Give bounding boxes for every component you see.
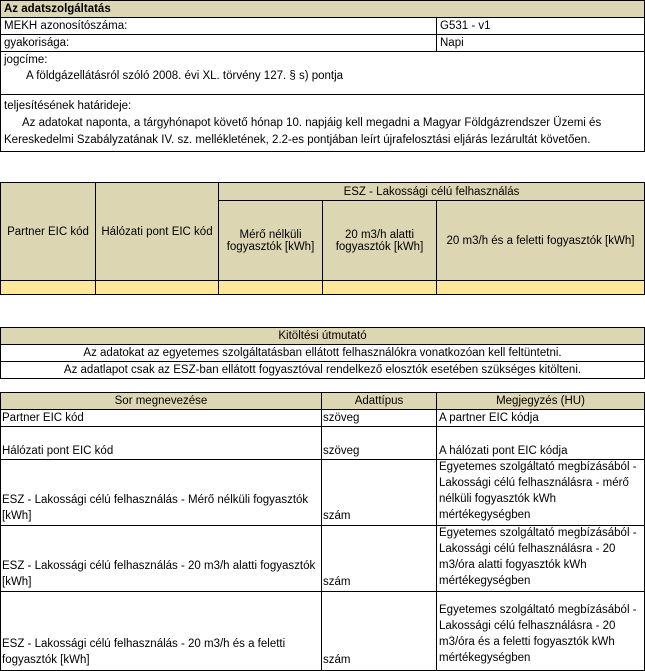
- spec-header-name-text: Sor megnevezése: [114, 395, 208, 407]
- frequency-value-cell: [436, 34, 645, 52]
- row-name-cont: fogyasztók [kWh]: [2, 654, 90, 666]
- spec-header-type: [321, 392, 437, 410]
- spec-header-note: [436, 392, 645, 410]
- row-note-l2: Lakossági célú felhasználásra - 20: [439, 620, 616, 632]
- row-note-l4: mértékegységben: [439, 652, 531, 664]
- row-note-l4: mértékegységben: [439, 575, 531, 587]
- row-type: szöveg: [323, 445, 360, 457]
- col-meterless-label-l1: Mérő nélküli: [239, 228, 302, 241]
- row-type-cell: [321, 426, 437, 460]
- table-row: [0, 591, 322, 671]
- instructions-title: Kitöltési útmutató: [278, 330, 367, 342]
- service-title-bar: [0, 0, 645, 18]
- col-20-and-above-label: 20 m3/h és a feletti fogyasztók [kWh]: [446, 234, 635, 247]
- row-type: szám: [323, 576, 351, 588]
- instructions-line2: Az adatlapot csak az ESZ-ban ellátott fogyasztóval rendelkező elosztók esetében szükséges kitölteni.: [63, 364, 582, 376]
- row-name: Partner EIC kód: [2, 412, 84, 424]
- legal-basis-text: A földgázellátásról szóló 2008. évi XL. törvény 127. § s) pontja: [26, 70, 344, 82]
- deadline-text-line2: Kereskedelmi Szabályzatának IV. sz. mellékletének, 2.2-es pontjában leírt újrafelosztási eljárás lezárultát követően.: [4, 134, 591, 146]
- input-under-20[interactable]: [322, 280, 437, 295]
- row-note-cell: [436, 459, 645, 526]
- frequency-label: gyakorisága:: [4, 37, 70, 49]
- col-under-20: [322, 200, 437, 281]
- row-note-l1: Egyetemes szolgáltató megbízásából -: [439, 604, 637, 616]
- frequency-value: Napi: [440, 37, 464, 49]
- row-type: szöveg: [323, 412, 360, 424]
- row-note-cell: [436, 525, 645, 592]
- row-type-cell: [321, 591, 437, 671]
- row-type-cell: [321, 525, 437, 592]
- deadline-label: teljesítésének határideje:: [4, 100, 132, 112]
- input-partner-eic[interactable]: [0, 280, 96, 295]
- row-type-cell: [321, 459, 437, 526]
- col-partner-eic-label: Partner EIC kód: [7, 225, 89, 238]
- row-name: Hálózati pont EIC kód: [2, 445, 114, 457]
- col-under-20-label-l1: 20 m3/h alatti: [344, 228, 415, 241]
- input-meterless[interactable]: [218, 280, 323, 295]
- row-note-l2: Lakossági célú felhasználásra - 20: [439, 543, 616, 555]
- row-note-l3: nélküli fogyasztók kWh: [439, 493, 556, 505]
- deadline-row: [0, 94, 645, 152]
- input-20-and-above[interactable]: [436, 280, 645, 295]
- table-row: [0, 409, 322, 427]
- row-note-l1: Egyetemes szolgáltató megbízásából -: [439, 461, 637, 473]
- col-20-and-above: [436, 200, 645, 281]
- row-type: szám: [323, 510, 351, 522]
- row-note-l3: m3/óra alatti fogyasztók kWh: [439, 559, 587, 571]
- row-name-cont: [kWh]: [2, 576, 32, 588]
- spec-header-name: [0, 392, 322, 410]
- instructions-title-bar: [0, 327, 645, 345]
- row-type: szám: [323, 654, 351, 666]
- col-under-20-label-l2: fogyasztók [kWh]: [335, 240, 424, 253]
- legal-basis-row: [0, 51, 645, 95]
- col-network-point-eic-label: Hálózati pont EIC kód: [101, 225, 213, 238]
- col-meterless: [218, 200, 323, 281]
- service-title: Az adatszolgáltatás: [4, 3, 111, 15]
- mekh-id-value: G531 - v1: [440, 20, 491, 32]
- col-meterless-label-l2: fogyasztók [kWh]: [226, 240, 315, 253]
- col-network-point-eic: [95, 182, 219, 281]
- instructions-line1-row: [0, 344, 645, 362]
- row-note-l1: Egyetemes szolgáltató megbízásából -: [439, 527, 637, 539]
- row-name: ESZ - Lakossági célú felhasználás - 20 m3/h és a feletti: [2, 638, 286, 650]
- col-partner-eic: [0, 182, 96, 281]
- instructions-line1: Az adatokat az egyetemes szolgáltatásban ellátott felhasználókra vonatkozóan kell feltüntetni.: [83, 347, 562, 359]
- mekh-id-label: MEKH azonosítószáma:: [4, 20, 128, 32]
- input-network-point-eic[interactable]: [95, 280, 219, 295]
- spec-header-note-text: Megjegyzés (HU): [496, 395, 585, 407]
- row-note-cell: [436, 591, 645, 671]
- esz-group-header-text: ESZ - Lakossági célú felhasználás: [343, 185, 520, 198]
- deadline-text-line1: Az adatokat naponta, a tárgyhónapot követő hónap 10. napjáig kell megadni a Magyar Földgázrendszer Üzemi és: [22, 117, 602, 129]
- row-note-l2: Lakossági célú felhasználásra - mérő: [439, 477, 629, 489]
- row-note-l3: m3/óra és a feletti fogyasztók kWh: [439, 636, 615, 648]
- row-note-l4: mértékegységben: [439, 509, 531, 521]
- row-note: A hálózati pont EIC kódja: [439, 445, 568, 457]
- row-note-cell: [436, 426, 645, 460]
- row-note-cell: [436, 409, 645, 427]
- table-row: [0, 426, 322, 460]
- row-type-cell: [321, 409, 437, 427]
- row-name: ESZ - Lakossági célú felhasználás - Mérő nélküli fogyasztók: [2, 494, 309, 506]
- legal-basis-label: jogcíme:: [4, 54, 48, 66]
- spec-header-type-text: Adattípus: [354, 395, 404, 407]
- row-note: A partner EIC kódja: [439, 412, 539, 424]
- row-name-cont: [kWh]: [2, 510, 32, 522]
- table-row: [0, 459, 322, 526]
- mekh-id-value-cell: [436, 17, 645, 35]
- esz-group-header: [218, 182, 645, 201]
- table-row: [0, 525, 322, 592]
- row-name: ESZ - Lakossági célú felhasználás - 20 m3/h alatti fogyasztók: [2, 560, 316, 572]
- instructions-line2-row: [0, 361, 645, 379]
